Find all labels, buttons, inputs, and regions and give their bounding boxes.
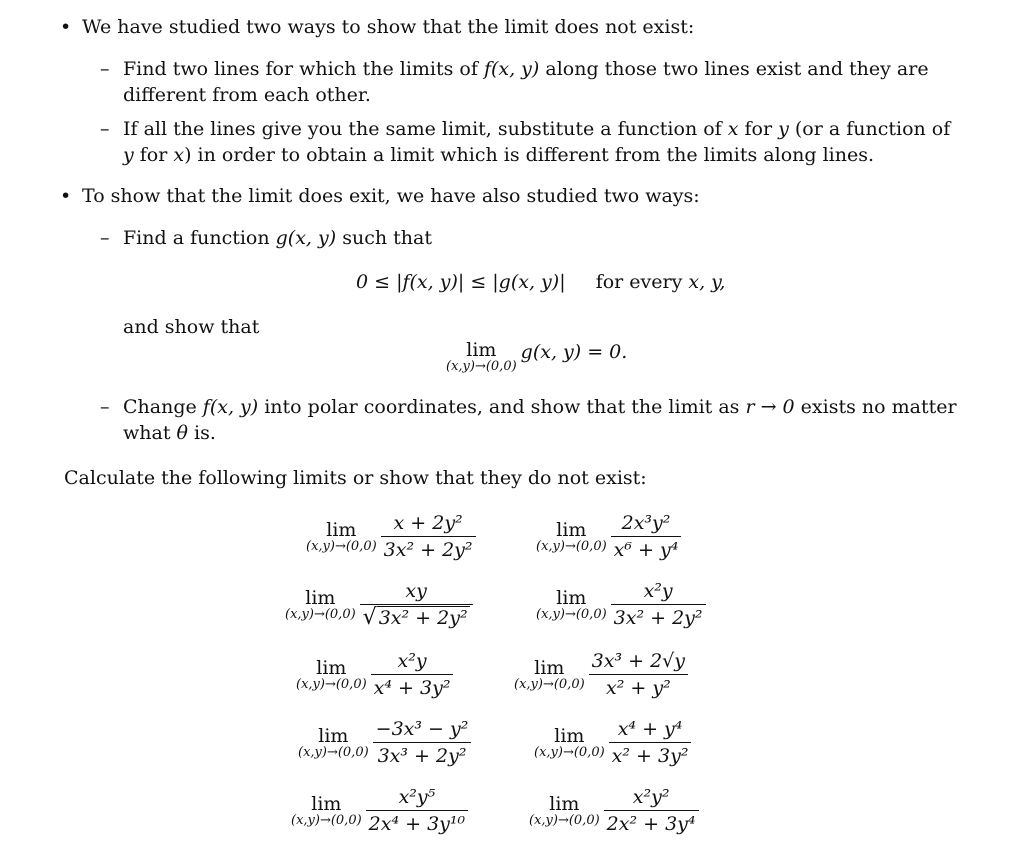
fraction <box>589 648 688 701</box>
lim-word: lim <box>318 724 349 747</box>
subitem-1-2-text-c: (or a function of <box>788 118 951 140</box>
lim-word: lim <box>316 656 347 679</box>
lim-subscript: (x,y)→(0,0) <box>529 812 600 828</box>
numerator: x²y <box>397 650 427 672</box>
inequality-vars: x, y, <box>688 271 726 293</box>
subitem-1-2-line2 <box>123 143 874 167</box>
dash-2-2: – <box>100 396 110 418</box>
lim-word: lim <box>326 518 357 541</box>
lim-subscript: (x,y)→(0,0) <box>306 538 377 554</box>
lim-subscript: (x,y)→(0,0) <box>298 744 369 760</box>
subitem-2-2-text-e: is. <box>187 422 216 444</box>
math-r-to-zero: r → 0 <box>745 396 795 418</box>
math-x: x <box>727 118 739 140</box>
dash-2-1: – <box>100 227 110 249</box>
limit-expression <box>298 716 471 769</box>
limit-operator <box>285 588 356 622</box>
denominator: x² + y² <box>606 677 671 699</box>
limit-operator <box>291 794 362 828</box>
math-gxy: g(x, y) <box>275 227 337 249</box>
lim-word: lim <box>311 792 342 815</box>
math-y: y <box>123 144 134 166</box>
subitem-1-1-line1 <box>123 57 929 81</box>
fraction <box>381 510 476 563</box>
lim-subscript: (x,y)→(0,0) <box>446 359 517 374</box>
denominator <box>360 605 473 631</box>
lim-word: lim <box>556 518 587 541</box>
limit-operator <box>536 588 607 622</box>
math-fxy: f(x, y) <box>483 58 540 80</box>
limit-operator <box>536 520 607 554</box>
subitem-1-2-text-a: If all the lines give you the same limit, substitute a function of <box>123 118 728 140</box>
inequality-display <box>356 270 725 294</box>
lim-subscript: (x,y)→(0,0) <box>291 812 362 828</box>
subitem-2-2-line1 <box>123 395 957 419</box>
math-theta: θ <box>176 422 188 444</box>
and-show-that: and show that <box>123 316 260 338</box>
fraction <box>366 784 468 837</box>
math-x: x <box>173 144 185 166</box>
lim-subscript: (x,y)→(0,0) <box>536 606 607 622</box>
inequality-tail: for every <box>595 271 689 293</box>
limit-operator <box>306 520 377 554</box>
fraction <box>604 784 699 837</box>
denominator: x⁴ + 3y² <box>373 677 451 699</box>
math-y: y <box>778 118 789 140</box>
subitem-1-1-line2: different from each other. <box>123 84 371 106</box>
subitem-1-2-text-d: for <box>133 144 174 166</box>
subitem-1-1-text-b: along those two lines exist and they are <box>539 58 929 80</box>
lim-subscript: (x,y)→(0,0) <box>296 676 367 692</box>
fraction <box>371 648 454 701</box>
denominator: x⁶ + y⁴ <box>613 539 679 561</box>
subitem-2-2-text-a: Change <box>123 396 203 418</box>
lim-subscript: (x,y)→(0,0) <box>514 676 585 692</box>
denominator: x² + 3y² <box>611 745 689 767</box>
limit-expression <box>306 510 476 563</box>
instruction-text: Calculate the following limits or show that they do not exist: <box>64 467 647 489</box>
inequality-expr: 0 ≤ |f(x, y)| ≤ |g(x, y)| <box>356 271 566 293</box>
lim-subscript: (x,y)→(0,0) <box>534 744 605 760</box>
fraction <box>360 578 473 631</box>
limit-operator <box>298 726 369 760</box>
denominator: 3x³ + 2y² <box>377 745 467 767</box>
lim-subscript: (x,y)→(0,0) <box>536 538 607 554</box>
denominator: 3x² + 2y² <box>383 539 473 561</box>
lim-word: lim <box>534 656 565 679</box>
numerator: 2x³y² <box>621 512 671 534</box>
lim-word: lim <box>556 586 587 609</box>
dash-1-1: – <box>100 58 110 80</box>
numerator: xy <box>405 580 427 602</box>
denominator: 2x² + 3y⁴ <box>606 813 696 835</box>
subitem-2-1-text-a: Find a function <box>123 227 276 249</box>
limit-expression <box>536 510 681 563</box>
subitem-2-2-text-d: what <box>123 422 177 444</box>
sqrt-icon: √ <box>362 605 377 630</box>
subitem-2-2-text-c: exists no matter <box>794 396 957 418</box>
limit-g-expr: g(x, y) = 0. <box>520 341 628 363</box>
limit-expression <box>514 648 688 701</box>
limit-g-display <box>446 340 627 374</box>
numerator: 3x³ + 2√y <box>591 650 686 672</box>
fraction <box>373 716 472 769</box>
numerator: −3x³ − y² <box>375 718 469 740</box>
limit-expression <box>291 784 468 837</box>
subitem-1-2-text-b: for <box>738 118 779 140</box>
subitem-2-2-line2 <box>123 421 216 445</box>
numerator: x⁴ + y⁴ <box>617 718 683 740</box>
lim-subscript: (x,y)→(0,0) <box>285 606 356 622</box>
limit-expression <box>529 784 699 837</box>
limit-operator <box>446 340 517 374</box>
lim-word: lim <box>305 586 336 609</box>
subitem-2-2-text-b: into polar coordinates, and show that the limit as <box>258 396 746 418</box>
fraction <box>611 578 706 631</box>
limit-operator <box>514 658 585 692</box>
limit-operator <box>534 726 605 760</box>
subitem-1-2-line1 <box>123 117 950 141</box>
sqrt-body: 3x² + 2y² <box>378 607 468 629</box>
limit-expression <box>285 578 473 631</box>
denominator: 3x² + 2y² <box>613 607 703 629</box>
fraction <box>611 510 682 563</box>
subitem-2-1-text-b: such that <box>336 227 432 249</box>
subitem-1-1-text-a: Find two lines for which the limits of <box>123 58 484 80</box>
math-fxy: f(x, y) <box>202 396 259 418</box>
bullet-2-marker: • <box>60 185 72 207</box>
fraction <box>609 716 692 769</box>
numerator: x²y <box>643 580 673 602</box>
limit-operator <box>296 658 367 692</box>
limit-operator <box>529 794 600 828</box>
denominator: 2x⁴ + 3y¹⁰ <box>368 813 466 835</box>
sqrt <box>363 606 470 630</box>
bullet-2-text: To show that the limit does exit, we have also studied two ways: <box>82 185 700 207</box>
limit-expression <box>534 716 691 769</box>
numerator: x²y² <box>632 786 670 808</box>
lim-word: lim <box>549 792 580 815</box>
numerator: x²y⁵ <box>398 786 436 808</box>
subitem-2-1-line1 <box>123 226 432 250</box>
bullet-1-text: We have studied two ways to show that the limit does not exist: <box>82 16 695 38</box>
lim-word: lim <box>466 339 497 361</box>
lim-word: lim <box>554 724 585 747</box>
subitem-1-2-text-e: ) in order to obtain a limit which is different from the limits along lines. <box>184 144 874 166</box>
numerator: x + 2y² <box>393 512 463 534</box>
dash-1-2: – <box>100 118 110 140</box>
bullet-1-marker: • <box>60 16 72 38</box>
limit-expression <box>536 578 706 631</box>
limit-expression <box>296 648 453 701</box>
